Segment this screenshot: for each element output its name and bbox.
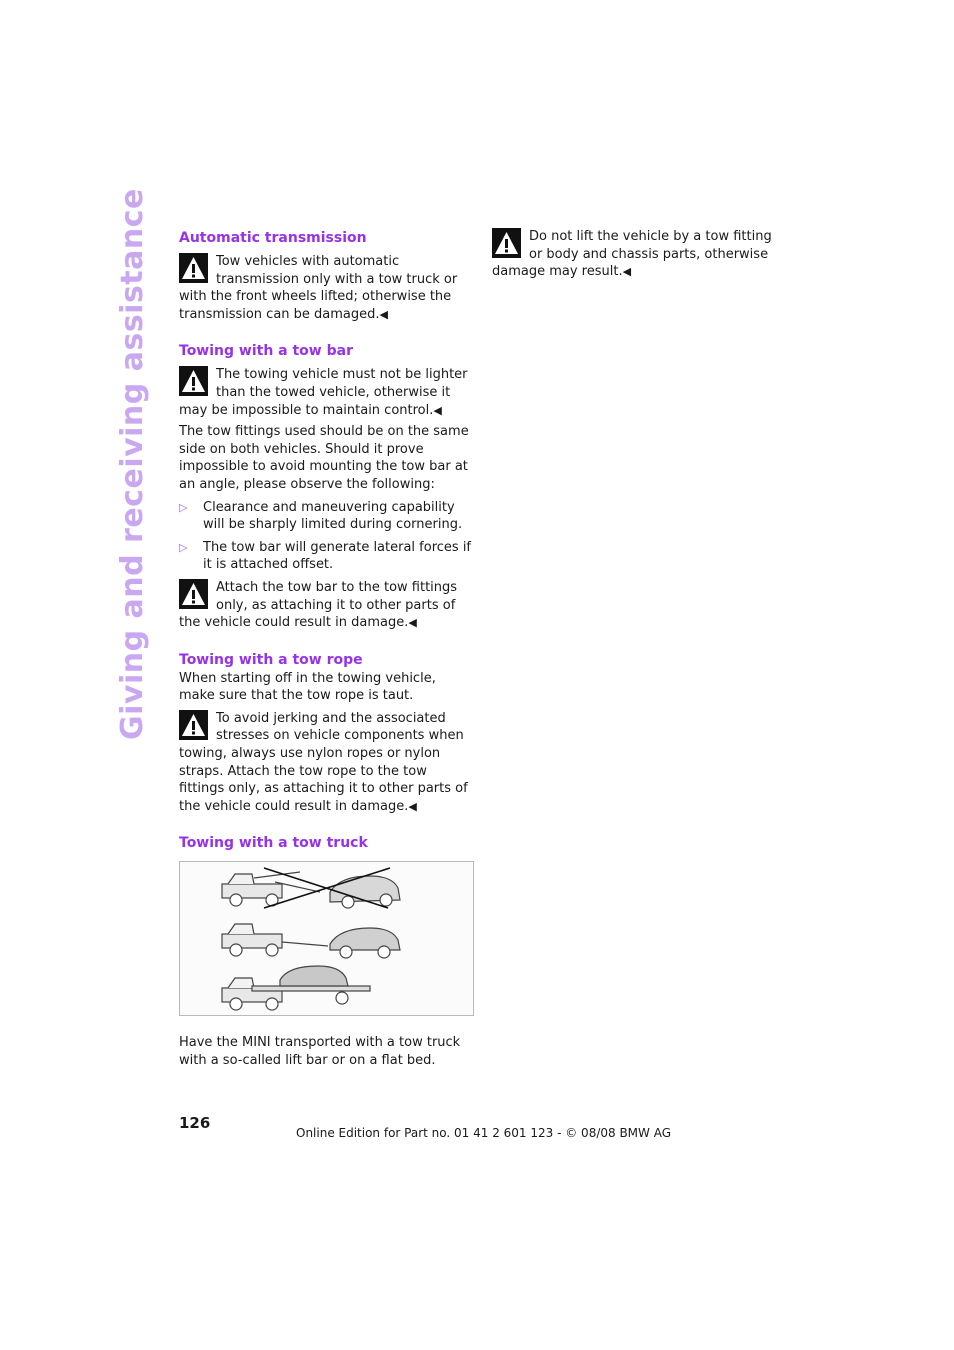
warning-automatic-transmission — [179, 253, 471, 323]
warning-tow-bar-fittings — [179, 579, 471, 632]
warning-tow-bar-weight — [179, 366, 471, 419]
end-mark-icon: ◀ — [408, 799, 417, 813]
right-column — [492, 228, 787, 281]
list-item — [179, 539, 471, 574]
warning-icon — [179, 366, 208, 396]
list-item-text: The tow bar will generate lateral forces if it is attached offset. — [203, 539, 472, 573]
tow-rope-body: When starting off in the towing vehicle, make sure that the tow rope is taut. — [179, 670, 436, 704]
warning-icon — [179, 710, 208, 740]
warning-icon — [179, 253, 208, 283]
warning-text: To avoid jerking and the associated stresses on vehicle components when towing, always use nylon ropes or nylon straps. Attach the tow rope to the tow fittings only, as attaching it to other parts of the vehicle could result in damage. — [179, 710, 468, 814]
warning-lift-vehicle — [492, 228, 787, 281]
tow-truck-lift-bar-drawing — [222, 924, 400, 958]
page-number: 126 — [179, 1114, 211, 1132]
warning-icon — [179, 579, 208, 609]
tow-truck-flat-bed-drawing — [222, 966, 370, 1010]
heading-tow-bar: Towing with a tow bar — [179, 343, 353, 360]
tow-truck-body: Have the MINI transported with a tow truck with a so-called lift bar or on a flat bed. — [179, 1035, 461, 1069]
warning-icon — [492, 228, 521, 258]
tow-truck-illustration — [179, 861, 474, 1016]
left-column — [179, 228, 471, 1070]
end-mark-icon: ◀ — [622, 265, 632, 279]
end-mark-icon: ◀ — [408, 616, 417, 630]
warning-text: Do not lift the vehicle by a tow fitting or body and chassis parts, otherwise damage may result. — [492, 229, 772, 280]
bullet-triangle-icon: ▷ — [179, 540, 188, 554]
chapter-side-title: Giving and receiving assistance — [115, 188, 150, 740]
heading-tow-rope: Towing with a tow rope — [179, 651, 363, 668]
list-item-text: Clearance and maneuvering capability will be sharply limited during cornering. — [203, 499, 463, 533]
warning-tow-rope — [179, 710, 471, 816]
heading-tow-truck: Towing with a tow truck — [179, 835, 368, 852]
list-item — [179, 499, 471, 534]
bullet-triangle-icon: ▷ — [179, 500, 188, 514]
warning-text: Attach the tow bar to the tow fittings only, as attaching it to other parts of the vehicle could result in damage. — [179, 579, 458, 631]
end-mark-icon: ◀ — [433, 403, 442, 417]
warning-text: Tow vehicles with automatic transmission only with a tow truck or with the front wheels lifted; otherwise the transmission can be damaged. — [179, 254, 458, 322]
tow-bar-body: The tow fittings used should be on the same side on both vehicles. Should it prove impossible to avoid mounting the tow bar at an angle, please observe the following: — [179, 424, 469, 492]
end-mark-icon: ◀ — [379, 307, 388, 321]
heading-automatic-transmission: Automatic transmission — [179, 230, 367, 246]
warning-text: The towing vehicle must not be lighter than the towed vehicle, otherwise it may be impossible to maintain control. — [179, 367, 468, 418]
footer-edition-text: Online Edition for Part no. 01 41 2 601 123 - © 08/08 BMW AG — [296, 1126, 672, 1140]
